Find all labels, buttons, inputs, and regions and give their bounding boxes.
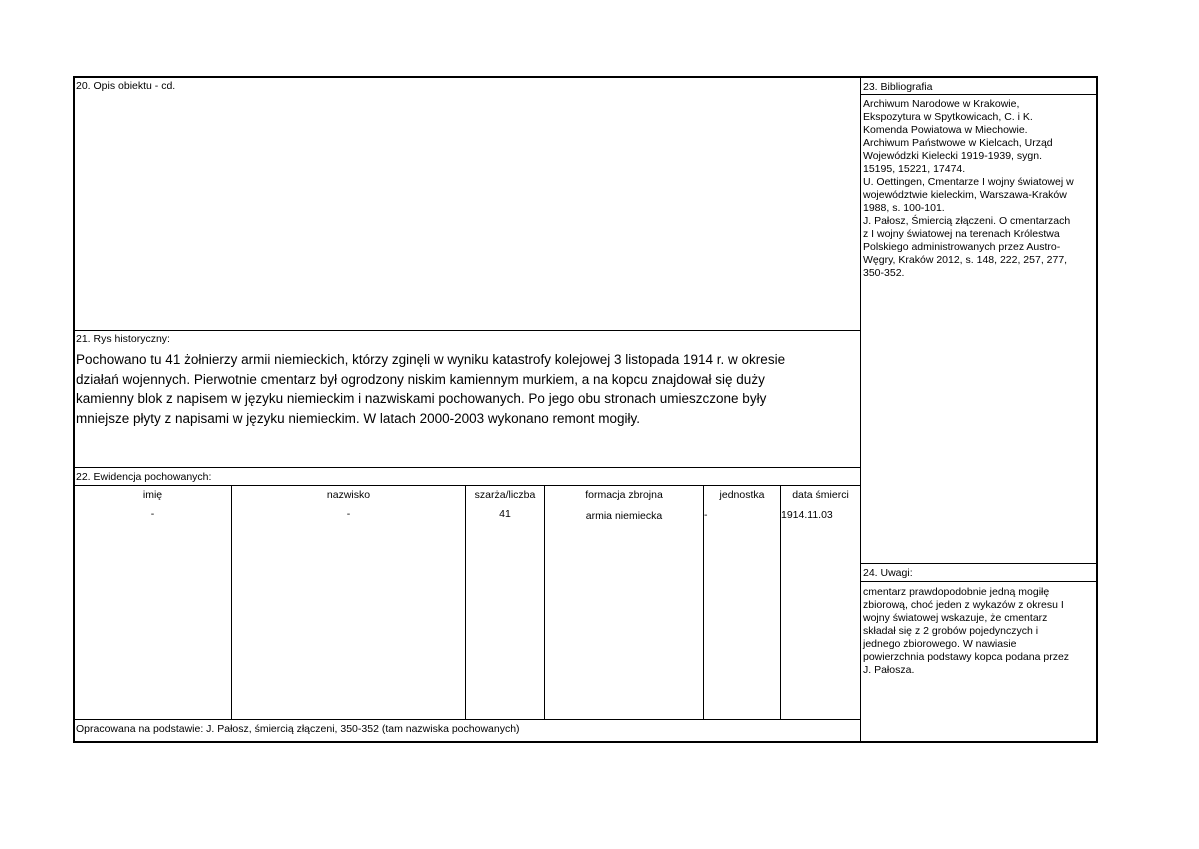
bibliografia-line: województwie kieleckim, Warszawa-Kraków	[863, 189, 1067, 201]
section-opis-label: 20. Opis obiektu - cd.	[76, 80, 176, 92]
cell-formacja: armia niemiecka	[585, 510, 663, 522]
bibliografia-line: Komenda Powiatowa w Miechowie.	[863, 124, 1028, 136]
divider-biblio-uwagi	[861, 563, 1096, 564]
section-rys-label: 21. Rys historyczny:	[76, 333, 170, 345]
uwagi-line: jednego zbiorowego. W nawiasie	[863, 638, 1017, 650]
cell-data: 1914.11.03	[781, 509, 833, 521]
bibliografia-line: Ekspozytura w Spytkowicach, C. i K.	[863, 111, 1033, 123]
divider-table-footer	[74, 719, 860, 720]
bibliografia-line: U. Oettingen, Cmentarze I wojny światowej w	[863, 176, 1074, 188]
bibliografia-line: Wojewódzki Kielecki 1919-1939, sygn.	[863, 150, 1042, 162]
bibliografia-line: Archiwum Narodowe w Krakowie,	[863, 98, 1020, 110]
col-header-data: data śmierci	[792, 489, 849, 501]
col-header-jednostka: jednostka	[719, 489, 765, 501]
cell-jednostka: -	[704, 509, 708, 521]
col-header-nazwisko: nazwisko	[326, 489, 371, 501]
section-uwagi-label: 24. Uwagi:	[863, 567, 913, 579]
bibliografia-list	[863, 98, 1096, 280]
rys-line: działań wojennych. Pierwotnie cmentarz był ogrodzony niskim kamiennym murkiem, a na kopcu znajdował się duży	[76, 371, 765, 387]
divider-uwagi-label	[861, 581, 1096, 582]
uwagi-line: cmentarz prawdopodobnie jedną mogiłę	[863, 586, 1050, 598]
rys-line: Pochowano tu 41 żołnierzy armii niemieckich, którzy zginęli w wyniku katastrofy kolejowej 3 listopada 1914 r. w okresie	[76, 352, 786, 367]
uwagi-text	[863, 586, 1096, 677]
bibliografia-line: 1988, s. 100-101.	[863, 202, 945, 214]
rys-paragraph	[76, 350, 856, 428]
bibliografia-line: Węgry, Kraków 2012, s. 148, 222, 257, 277,	[863, 254, 1068, 266]
divider-ewidencja-label	[74, 485, 860, 486]
col-header-szarza: szarża/liczba	[474, 489, 536, 501]
divider-rys-ewidencja	[74, 467, 860, 468]
col-header-formacja: formacja zbrojna	[585, 489, 663, 501]
bibliografia-line: Polskiego administrowanych przez Austro-	[863, 241, 1061, 253]
bibliografia-line: z I wojny światowej na terenach Królestwa	[863, 228, 1060, 240]
rys-line: mniejsze płyty z napisami w języku niemieckim. W latach 2000-2003 wykonano remont mogiły.	[76, 410, 640, 426]
section-bibliografia-label: 23. Bibliografia	[863, 81, 933, 93]
divider-opis-rys	[74, 330, 860, 331]
divider-biblio-label	[861, 94, 1096, 95]
uwagi-line: wojny światowej wskazuje, że cmentarz	[863, 612, 1048, 624]
bibliografia-line: 350-352.	[863, 267, 905, 279]
cell-nazwisko: -	[346, 508, 351, 520]
cell-imie: -	[150, 508, 155, 520]
bibliografia-line: Archiwum Państwowe w Kielcach, Urząd	[863, 137, 1053, 149]
col-header-imie: imię	[142, 489, 163, 501]
section-ewidencja-label: 22. Ewidencja pochowanych:	[76, 471, 212, 483]
uwagi-line: J. Pałosza.	[863, 664, 915, 676]
bibliografia-line: 15195, 15221, 17474.	[863, 163, 966, 175]
column-divider	[860, 77, 861, 742]
ewidencja-footer: Opracowana na podstawie: J. Pałosz, śmiercią złączeni, 350-352 (tam nazwiska pochowanych)	[76, 723, 520, 735]
uwagi-line: zbiorową, choć jeden z wykazów z okresu I	[863, 599, 1064, 611]
uwagi-line: składał się z 2 grobów pojedynczych i	[863, 625, 1039, 637]
rys-line: kamienny blok z napisem w języku niemieckim i nazwiskami pochowanych. Po jego obu stronach umieszczone były	[76, 391, 767, 406]
bibliografia-line: J. Pałosz, Śmiercią złączeni. O cmentarzach	[863, 215, 1071, 227]
cell-szarza: 41	[499, 508, 511, 520]
uwagi-line: powierzchnia podstawy kopca podana przez	[863, 651, 1070, 663]
